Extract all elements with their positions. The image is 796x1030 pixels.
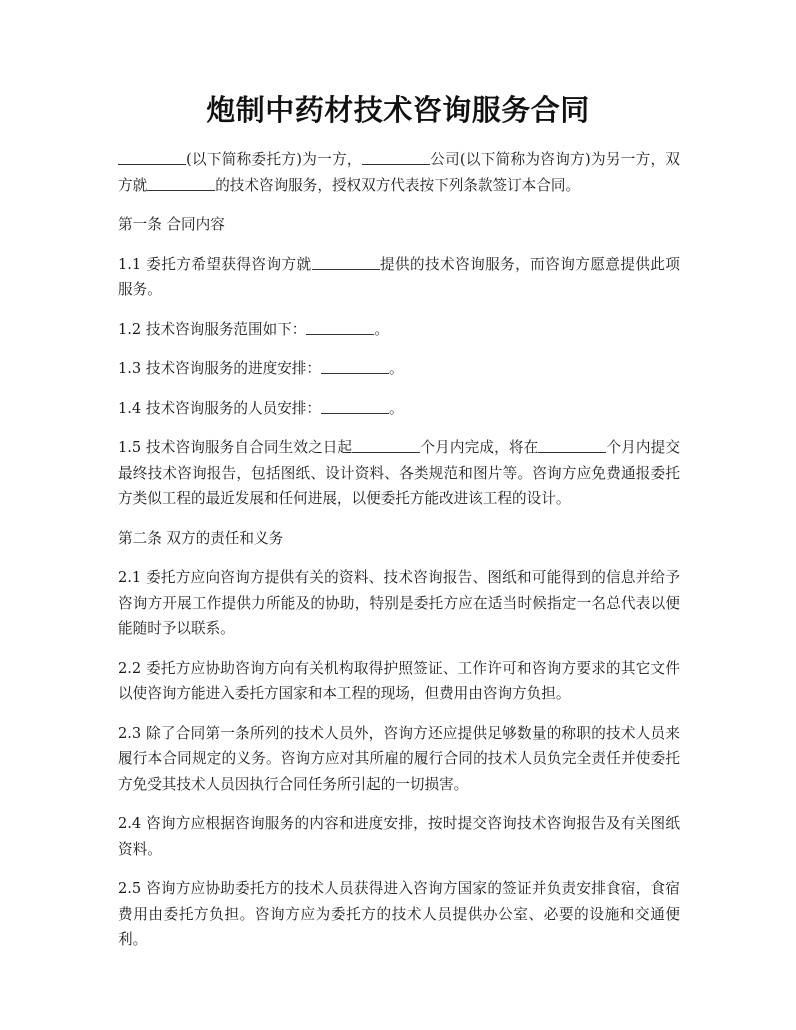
intro-paragraph: (以下简称委托方)为一方， 公司(以下简称为咨询方)为另一方，双方就 的技术咨询服务，授权双方代表按下列条款签订本合同。: [118, 151, 681, 194]
blank-line: [321, 359, 389, 374]
clause-1-5: 1.5 技术咨询服务自合同生效之日起 个月内完成，将在 个月内提交最终技术咨询报告，包括图纸、设计资料、各类规范和图片等。咨询方应免费通报委托方类似工程的最近发展和任何进展，以便委托方能改进该工程的设计。: [118, 439, 680, 507]
section-heading-2: 第二条 双方的责任和义务: [118, 529, 284, 547]
blank-line: [321, 399, 389, 414]
blank-line: [118, 150, 186, 165]
clause-2-1: 2.1 委托方应向咨询方提供有关的资料、技术咨询报告、图纸和可能得到的信息并给予咨询方开展工作提供力所能及的协助，特别是委托方应在适当时候指定一名总代表以便能随时予以联系。: [118, 569, 680, 637]
clause-1-4: 1.4 技术咨询服务的人员安排： 。: [118, 399, 404, 417]
clause-2-2: 2.2 委托方应协助咨询方向有关机构取得护照签证、工作许可和咨询方要求的其它文件以使咨询方能进入委托方国家和本工程的现场，但费用由咨询方负担。: [118, 659, 680, 702]
clause-1-3: 1.3 技术咨询服务的进度安排： 。: [118, 360, 404, 377]
clause-2-4: 2.4 咨询方应根据咨询服务的内容和进度安排，按时提交咨询技术咨询报告及有关图纸资料。: [118, 815, 680, 858]
blank-line: [362, 150, 430, 165]
blank-line: [538, 438, 606, 453]
clause-2-3: 2.3 除了合同第一条所列的技术人员外，咨询方还应提供足够数量的称职的技术人员来履行本合同规定的义务。咨询方应对其所雇的履行合同的技术人员负完全责任并使委托方免受其技术人员因执行合同任务所引起的一切损害。: [118, 724, 680, 793]
blank-line: [306, 320, 374, 335]
clause-1-1: 1.1 委托方希望获得咨询方就 提供的技术咨询服务，而咨询方愿意提供此项服务。: [118, 255, 680, 298]
blank-line: [147, 176, 215, 191]
section-heading-1: 第一条 合同内容: [118, 216, 225, 233]
clause-2-5: 2.5 咨询方应协助委托方的技术人员获得进入咨询方国家的签证并负责安排食宿，食宿费用由委托方负担。咨询方应为委托方的技术人员提供办公室、必要的设施和交通便利。: [118, 880, 680, 948]
clause-1-2: 1.2 技术咨询服务范围如下： 。: [118, 320, 389, 338]
blank-line: [312, 255, 380, 270]
document-title: 炮制中药材技术咨询服务合同: [206, 93, 590, 127]
document-body: [118, 147, 680, 967]
blank-line: [352, 438, 420, 453]
